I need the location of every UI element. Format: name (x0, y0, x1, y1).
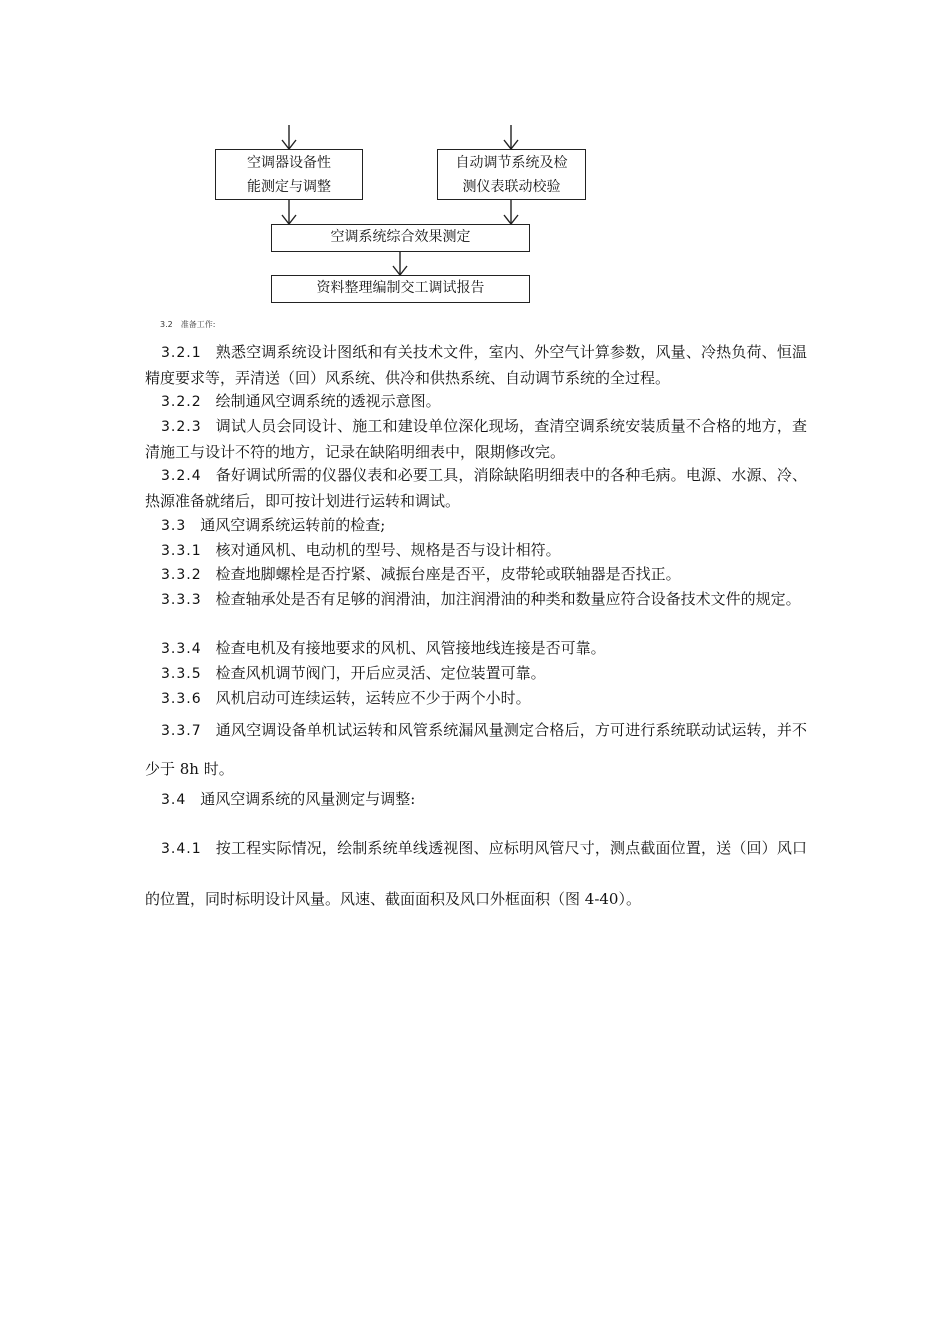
paragraph-3-3-2: 3.3.2 检查地脚螺栓是否拧紧、减振台座是否平，皮带轮或联轴器是否找正。 (161, 565, 681, 583)
paragraph-3-4: 3.4 通风空调系统的风量测定与调整: (161, 790, 416, 808)
box-line-1: 自动调节系统及检 (455, 155, 568, 171)
paragraph-3-3-7: 3.3.7 通风空调设备单机试运转和风管系统漏风量测定合格后，方可进行系统联动试运转，并不少于 8h 时。 (145, 721, 807, 778)
paragraph-3-3-3: 3.3.3 检查轴承处是否有足够的润滑油，加注润滑油的种类和数量应符合设备技术文件的规定。 (161, 590, 801, 608)
box-label: 资料整理编制交工调试报告 (316, 280, 485, 296)
paragraph-3-2-4: 3.2.4 备好调试所需的仪器仪表和必要工具，消除缺陷明细表中的各种毛病。电源、水源、冷、热源准备就绪后，即可按计划进行运转和调试。 (145, 466, 807, 510)
section-heading-small: 3.2 准备工作: (160, 320, 216, 329)
box-line-2: 测仪表联动校验 (462, 179, 561, 195)
paragraph-3-4-1: 3.4.1 按工程实际情况，绘制系统单线透视图、应标明风管尺寸，测点截面位置，送（回）风口的位置，同时标明设计风量。风速、截面面积及风口外框面积（图 4-40）。 (145, 839, 807, 908)
flowchart-box-combined-effect-test (271, 224, 530, 252)
flowchart-box-report (271, 275, 530, 303)
paragraph-3-3-1: 3.3.1 核对通风机、电动机的型号、规格是否与设计相符。 (161, 541, 561, 559)
box-line-2: 能测定与调整 (247, 179, 331, 195)
paragraph-3-2-3: 3.2.3 调试人员会同设计、施工和建设单位深化现场，查清空调系统安装质量不合格的地方，查清施工与设计不符的地方，记录在缺陷明细表中，限期修改完。 (145, 417, 807, 461)
flowchart-box-auto-control-calibration (437, 149, 586, 200)
paragraph-3-3-4: 3.3.4 检查电机及有接地要求的风机、风管接地线连接是否可靠。 (161, 639, 606, 657)
paragraph-3-3-6: 3.3.6 风机启动可连续运转，运转应不少于两个小时。 (161, 689, 531, 707)
paragraph-3-3: 3.3 通风空调系统运转前的检查; (161, 516, 386, 534)
flowchart-box-ac-equipment-test (215, 149, 363, 200)
paragraph-3-3-5: 3.3.5 检查风机调节阀门，开后应灵活、定位装置可靠。 (161, 664, 546, 682)
box-line-1: 空调器设备性 (247, 155, 331, 171)
paragraph-3-2-2: 3.2.2 绘制通风空调系统的透视示意图。 (161, 392, 441, 410)
paragraph-3-2-1: 3.2.1 熟悉空调系统设计图纸和有关技术文件，室内、外空气计算参数，风量、冷热负荷、恒温精度要求等，弄清送（回）风系统、供冷和供热系统、自动调节系统的全过程。 (145, 343, 807, 387)
box-label: 空调系统综合效果测定 (330, 229, 471, 245)
